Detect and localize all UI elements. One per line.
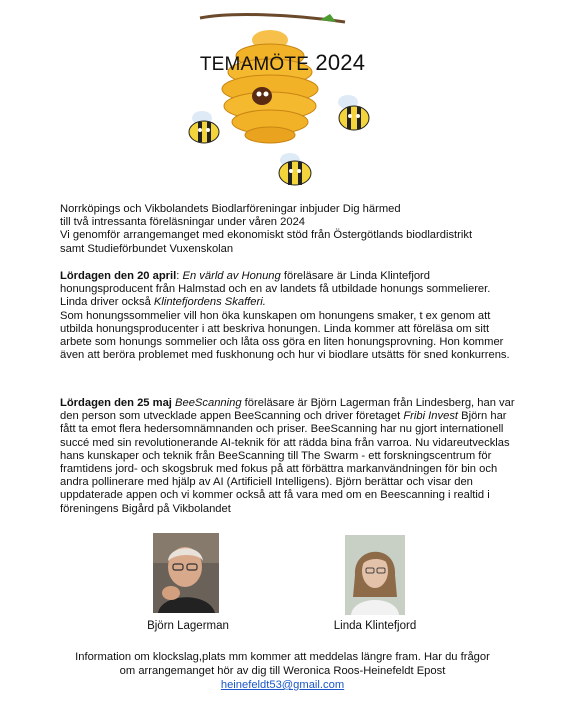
footer-info	[40, 650, 525, 692]
bee-icon	[338, 95, 369, 130]
speaker-name: Björn Lagerman	[147, 620, 229, 632]
event-date: Lördagen den 20 april	[60, 270, 177, 282]
intro-line: till två intressanta föreläsningar under våren 2024	[60, 216, 306, 229]
date-colon: :	[176, 270, 183, 282]
footer-line: om arrangemanget hör av dig till Weronica Roos-Heinefeldt Epost	[119, 665, 446, 677]
section-may	[60, 397, 520, 516]
bee-icon	[189, 111, 219, 143]
page-title	[0, 50, 565, 76]
speaker-name: Linda Klintefjord	[333, 620, 417, 632]
speaker-photo-bjorn	[153, 533, 219, 613]
hive-icon	[222, 30, 318, 143]
beehive-illustration	[170, 10, 400, 192]
event-description-more: Som honungssommelier vill hon öka kunskapen om honungens smaker, t ex genom att utbilda honungsproducenter i att beskriva honungen. Linda kommer att föreläsa om sitt arbete som honungs sommelier och låta oss göra en liten honungsprovning. Hon kommer även att beröra problemet med fuskhonung och hur vi biodlare utsätts för sned konkurrens.	[60, 309, 510, 362]
title-word: TEMAMÖTE	[199, 54, 310, 75]
event-topic: En värld av Honung	[182, 270, 281, 282]
bee-icon	[279, 153, 311, 185]
title-year: 2024	[315, 50, 366, 75]
event-description: föreläsare är Björn Lagerman från Lindesberg, han var den person som utvecklade appen BeeScanning och driver företaget	[60, 397, 515, 423]
email-link[interactable]: heinefeldt53@gmail.com	[220, 679, 345, 691]
company-name: Klintefjordens Skafferi.	[153, 296, 266, 309]
footer-line: Information om klockslag,plats mm kommer att meddelas längre fram. Har du frågor	[75, 651, 490, 663]
event-description-more: Björn har fått ta emot flera hedersomnämnanden och priser. BeeScanning har nu gjort internationell succé med sin revolutionerande AI-teknik för att rädda bina från varroa. Nu vidareutvecklas hans kunskaper och teknik från BeeScanning till The Swarm - ett forskningscentrum för framtidens jord- och skogsbruk med fokus på att förbättra markanvändningen för bin och andra pollinerare med hjälp av AI (Artificiell Intelligens). Björn berättar och visar den uppdaterade appen och vi kommer också att få vara med om en Beescanning i realtid i föreningens Bigård på Vikbolandet	[60, 410, 510, 515]
section-april	[60, 270, 520, 362]
event-topic: BeeScanning	[175, 397, 242, 409]
intro-line: Vi genomför arrangemanget med ekonomiskt stöd från Östergötlands biodlardistrikt	[60, 229, 473, 242]
event-description: föreläsare är Linda Klintefjord honungsproducent från Halmstad och en av landets få utbildade honungs sommelierer. Linda driver också	[60, 270, 491, 309]
intro-paragraph	[60, 203, 520, 256]
event-date: Lördagen den 25 maj	[60, 397, 172, 409]
intro-line: Norrköpings och Vikbolandets Biodlarföreningar inbjuder Dig härmed	[60, 203, 401, 215]
company-name: Fribi Invest	[403, 410, 459, 423]
speaker-photo-linda	[345, 535, 405, 615]
intro-line: samt Studieförbundet Vuxenskolan	[60, 242, 234, 255]
